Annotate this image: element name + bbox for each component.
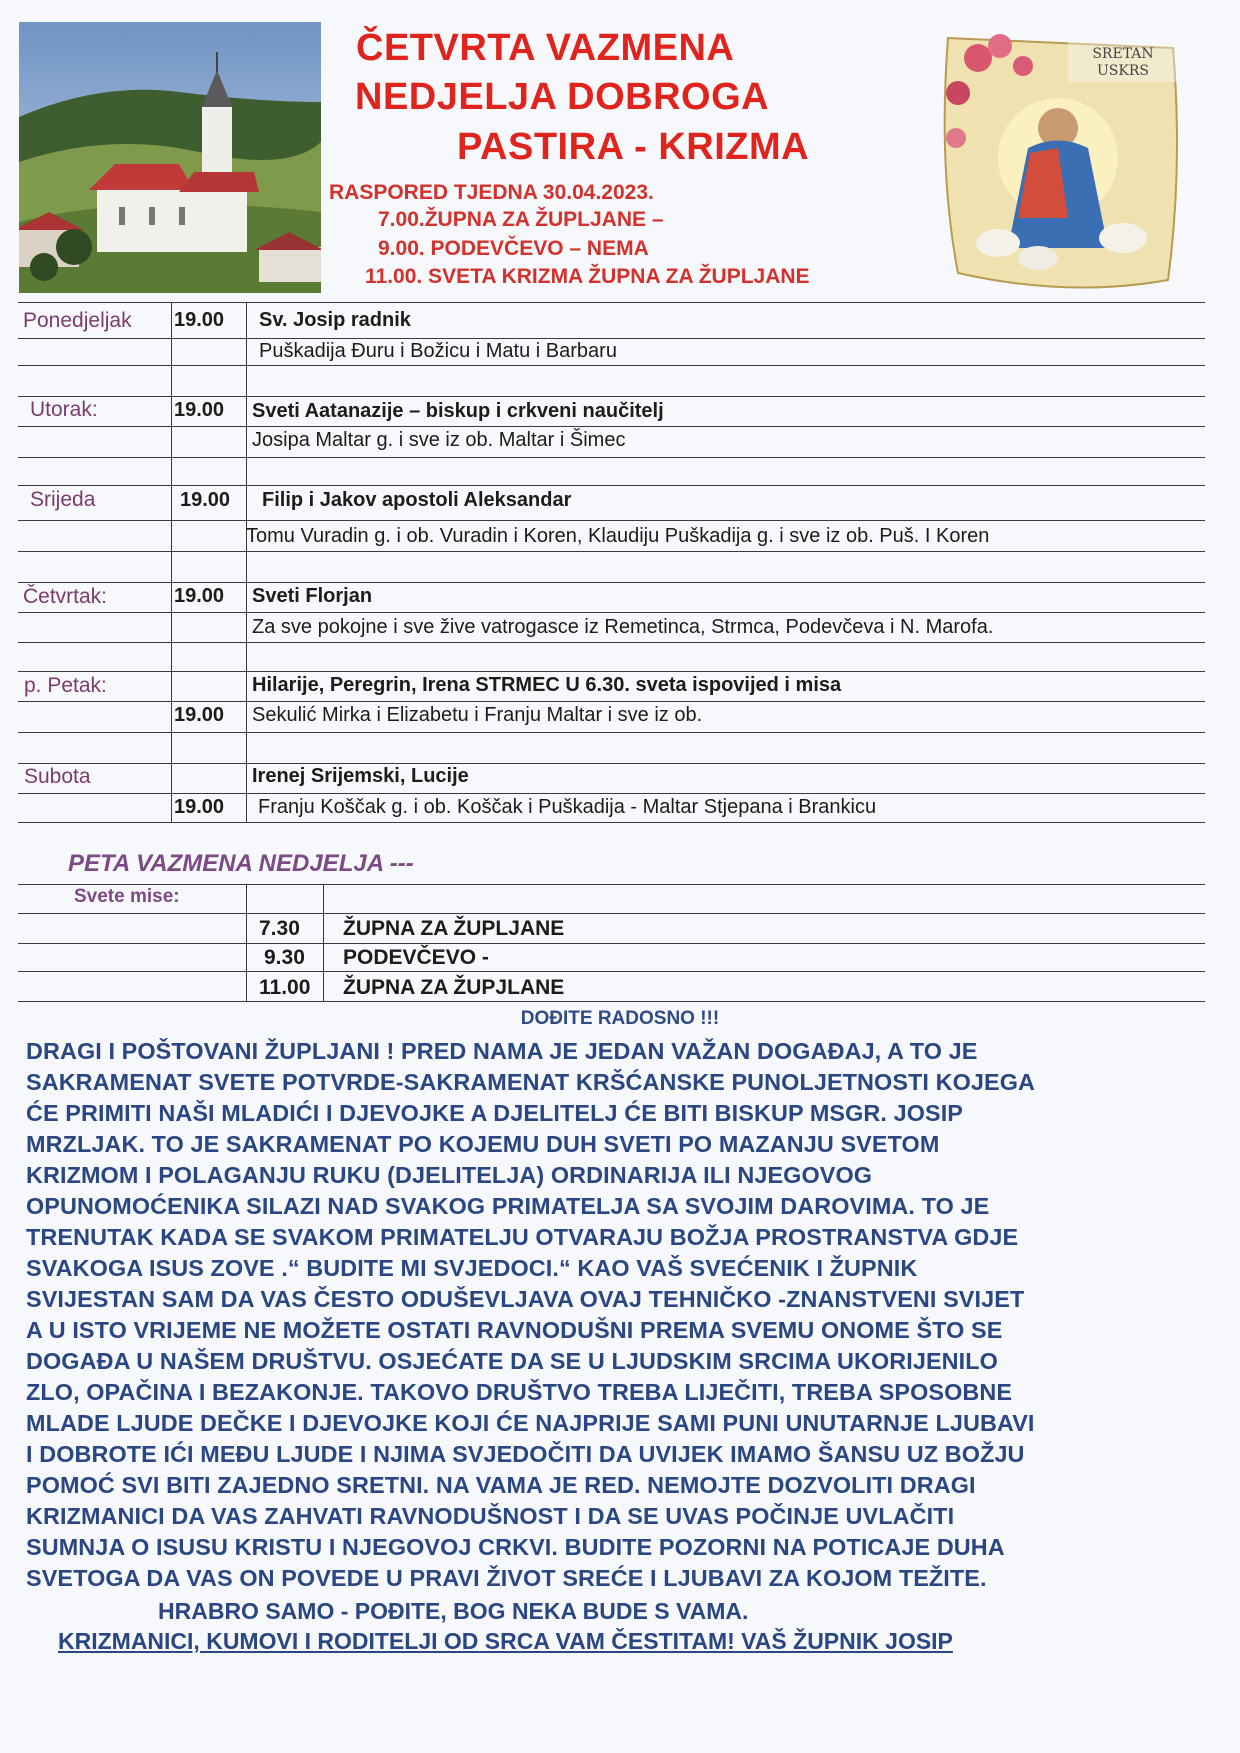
message-line: SAKRAMENAT SVETE POTVRDE-SAKRAMENAT KRŠĆANSKE PUNOLJETNOSTI KOJEGA — [26, 1069, 1036, 1095]
day-label: Utorak: — [30, 398, 98, 421]
message-line: SVAKOGA ISUS ZOVE .“ BUDITE MI SVJEDOCI.“ KAO VAŠ SVEĆENIK I ŽUPNIK — [26, 1255, 918, 1281]
saint-name: Sv. Josip radnik — [259, 309, 411, 331]
message-line: DRAGI I POŠTOVANI ŽUPLJANI ! PRED NAMA JE JEDAN VAŽAN DOGAĐAJ, A TO JE — [26, 1038, 978, 1064]
mass-intention: Puškadija Đuru i Božicu i Matu i Barbaru — [259, 340, 617, 362]
day-label: Četvrtak: — [23, 585, 108, 608]
message-line: A U ISTO VRIJEME NE MOŽETE OSTATI RAVNODUŠNI PREMA SVEMU ONOME ŠTO SE — [26, 1317, 1003, 1343]
mass-intention: Sekulić Mirka i Elizabetu i Franju Maltar i sve iz ob. — [252, 704, 703, 726]
mass-time: 19.00 — [180, 489, 231, 511]
signature-line: KRIZMANICI, KUMOVI I RODITELJI OD SRCA VAM ČESTITAM! VAŠ ŽUPNIK JOSIP — [58, 1628, 953, 1654]
pastoral-message — [26, 1036, 1226, 1594]
saint-name: Filip i Jakov apostoli Aleksandar — [262, 489, 572, 511]
holy-masses-label: Svete mise: — [74, 886, 180, 907]
message-line: POMOĆ SVI BITI ZAJEDNO SRETNI. NA VAMA JE RED. NEMOJTE DOZVOLITI DRAGI — [26, 1472, 976, 1498]
card-text-uskrs: USKRS — [1097, 63, 1149, 79]
message-line: OPUNOMOĆENIKA SILAZI NAD SVAKOG PRIMATELJA SA SVOJIM DAROVIMA. TO JE — [26, 1193, 990, 1219]
closing-line: HRABRO SAMO - POĐITE, BOG NEKA BUDE S VAMA. — [158, 1598, 749, 1624]
invite-text: DOĐITE RADOSNO !!! — [520, 1008, 720, 1029]
message-line: MLADE LJUDE DEČKE I DJEVOJKE KOJI ĆE NAJPRIJE SAMI PUNI UNUTARNJE LJUBAVI — [26, 1410, 1035, 1436]
mass-intention: Tomu Vuradin g. i ob. Vuradin i Koren, Klaudiju Puškadija g. i sve iz ob. Puš. I Koren — [246, 525, 990, 547]
schedule-date: RASPORED TJEDNA 30.04.2023. — [329, 181, 654, 204]
message-line: DOGAĐA U NAŠEM DRUŠTVU. OSJEĆATE DA SE U LJUDSKIM SRCIMA UKORIJENILO — [26, 1348, 998, 1374]
church-photo — [19, 22, 321, 293]
mass-intention: Franju Koščak g. i ob. Koščak i Puškadija - Maltar Stjepana i Brankicu — [258, 796, 877, 818]
message-line: MRZLJAK. TO JE SAKRAMENAT PO KOJEMU DUH SVETI PO MAZANJU SVETOM — [26, 1131, 940, 1157]
sunday-mass-place: ŽUPNA ZA ŽUPLJANE — [343, 917, 565, 940]
sunday-mass-time: 9.30 — [264, 946, 305, 969]
mass-time: 19.00 — [174, 399, 225, 421]
message-line: ĆE PRIMITI NAŠI MLADIĆI I DJEVOJKE A DJELITELJ ĆE BITI BISKUP MSGR. JOSIP — [26, 1100, 963, 1126]
sunday-mass-place: ŽUPNA ZA ŽUPJLANE — [343, 976, 565, 999]
day-label: Ponedjeljak — [23, 309, 132, 332]
schedule-line-1: 7.00.ŽUPNA ZA ŽUPLJANE – — [378, 208, 664, 231]
mass-intention: Za sve pokojne i sve žive vatrogasce iz Remetinca, Strmca, Podevčeva i N. Marofa. — [252, 616, 994, 638]
saint-name: Irenej Srijemski, Lucije — [252, 765, 469, 787]
message-line: I DOBROTE IĆI MEĐU LJUDE I NJIMA SVJEDOČITI DA UVIJEK IMAMO ŠANSU UZ BOŽJU — [26, 1441, 1025, 1467]
mass-intention: Josipa Maltar g. i sve iz ob. Maltar i Šimec — [252, 429, 626, 451]
mass-time: 19.00 — [174, 309, 225, 331]
sunday-mass-place: PODEVČEVO - — [343, 946, 489, 969]
title-line-3: PASTIRA - KRIZMA — [457, 126, 810, 168]
sunday-mass-time: 11.00 — [259, 976, 311, 999]
title-line-1: ČETVRTA VAZMENA — [356, 27, 735, 69]
message-line: SUMNJA O ISUSU KRISTU I NJEGOVOJ CRKVI. BUDITE POZORNI NA POTICAJE DUHA — [26, 1534, 1005, 1560]
title-line-2: NEDJELJA DOBROGA — [355, 76, 770, 118]
sunday-title: PETA VAZMENA NEDJELJA --- — [68, 850, 414, 877]
mass-time: 19.00 — [174, 796, 225, 818]
day-label: Srijeda — [30, 488, 96, 511]
message-line: KRIZMOM I POLAGANJU RUKU (DJELITELJA) ORDINARIJA ILI NJEGOVOG — [26, 1162, 873, 1188]
message-line: ZLO, OPAČINA I BEZAKONJE. TAKOVO DRUŠTVO TREBA LIJEČITI, TREBA SPOSOBNE — [26, 1379, 1013, 1405]
day-label: Subota — [24, 765, 91, 788]
sunday-mass-time: 7.30 — [259, 917, 300, 940]
easter-card-image — [918, 18, 1203, 308]
schedule-line-3: 11.00. SVETA KRIZMA ŽUPNA ZA ŽUPLJANE — [365, 265, 810, 288]
saint-name: Sveti Florjan — [252, 585, 373, 607]
message-line: SVIJESTAN SAM DA VAS ČESTO ODUŠEVLJAVA OVAJ TEHNIČKO -ZNANSTVENI SVIJET — [26, 1286, 1025, 1312]
saint-name: Hilarije, Peregrin, Irena STRMEC U 6.30. sveta ispovijed i misa — [252, 674, 842, 696]
mass-time: 19.00 — [174, 704, 225, 726]
day-label: p. Petak: — [24, 674, 107, 697]
message-line: SVETOGA DA VAS ON POVEDE U PRAVI ŽIVOT SREĆE I LJUBAVI ZA KOJOM TEŽITE. — [26, 1565, 987, 1591]
saint-name: Sveti Aatanazije – biskup i crkveni naučitelj — [252, 400, 664, 422]
schedule-line-2: 9.00. PODEVČEVO – NEMA — [378, 237, 649, 260]
mass-time: 19.00 — [174, 585, 225, 607]
message-line: KRIZMANICI DA VAS ZAHVATI RAVNODUŠNOST I DA SE UVAS POČINJE UVLAČITI — [26, 1503, 955, 1529]
card-text-sretan: SRETAN — [1092, 46, 1154, 62]
message-line: TRENUTAK KADA SE SVAKOM PRIMATELJU OTVARAJU BOŽJA PROSTRANSTVA GDJE — [26, 1224, 1019, 1250]
